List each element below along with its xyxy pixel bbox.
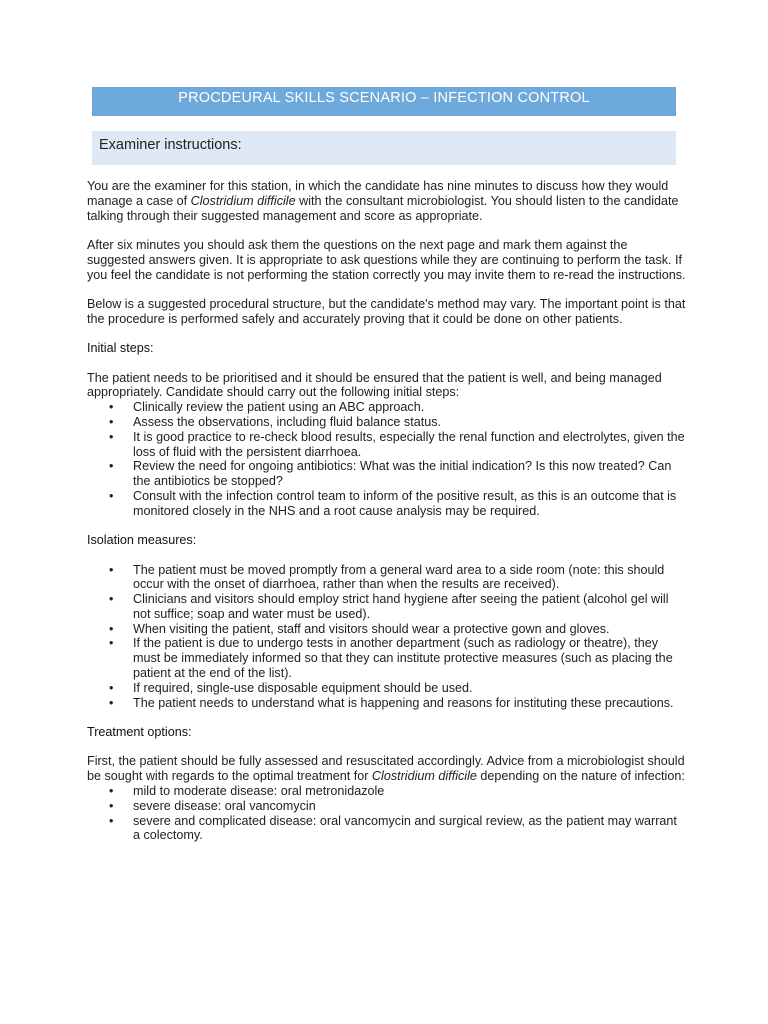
examiner-instructions-heading: Examiner instructions:: [99, 137, 242, 153]
organism-name: Clostridium difficile: [190, 193, 296, 208]
examiner-instructions-box: [92, 131, 676, 165]
initial-steps-heading: Initial steps:: [87, 341, 154, 356]
isolation-list: [87, 563, 687, 711]
list-item: • severe disease: oral vancomycin: [87, 799, 687, 814]
treatment-lead: [87, 754, 687, 784]
treatment-text: First, the patient should be fully assessed and resuscitated accordingly. Advice from a microbiologist should be sought with regards to the optimal treatment for: [87, 754, 685, 784]
page-title: PROCDEURAL SKILLS SCENARIO – INFECTION CONTROL: [92, 87, 676, 116]
list-item: • Review the need for ongoing antibiotics: What was the initial indication? Is this now treated? Can the antibiotics be stopped?: [87, 459, 687, 489]
organism-name: Clostridium difficile: [371, 769, 477, 784]
list-item: • If the patient is due to undergo tests in another department (such as radiology or theatre), they must be immediately informed so that they can institute protective measures (such as placing the patient at the end of the list).: [87, 636, 687, 680]
list-item: • The patient needs to understand what is happening and reasons for instituting these precautions.: [87, 696, 687, 711]
initial-steps-lead: The patient needs to be prioritised and it should be ensured that the patient is well, and being managed appropriately. Candidate should carry out the following initial steps:: [87, 370, 662, 400]
list-item: • The patient must be moved promptly from a general ward area to a side room (note: this should occur with the onset of diarrhoea, rather than when the results are received).: [87, 563, 687, 593]
intro-text: with the consultant microbiologist. You should listen to the candidate talking through their suggested management and score as appropriate.: [87, 193, 679, 223]
list-item: • Clinicians and visitors should employ strict hand hygiene after seeing the patient (alcohol gel will not suffice; soap and water must be used).: [87, 592, 687, 622]
list-item: • mild to moderate disease: oral metronidazole: [87, 784, 687, 799]
intro-paragraph-3: Below is a suggested procedural structure, but the candidate's method may vary. The important point is that the procedure is performed safely and accurately proving that it could be done on other patients.: [87, 296, 686, 326]
intro-paragraph-2: After six minutes you should ask them the questions on the next page and mark them against the suggested answers given. It is appropriate to ask questions while they are continuing to perform the task. If you feel the candidate is not performing the station correctly you may invite them to re-read the instructions.: [87, 237, 686, 282]
list-item: • severe and complicated disease: oral vancomycin and surgical review, as the patient may warrant a colectomy.: [87, 814, 687, 844]
isolation-heading: Isolation measures:: [87, 533, 197, 548]
document-body: [87, 179, 687, 858]
list-item: • Assess the observations, including fluid balance status.: [87, 415, 687, 430]
list-item: • Consult with the infection control team to inform of the positive result, as this is an outcome that is monitored closely in the NHS and a root cause analysis may be required.: [87, 489, 687, 519]
list-item: • If required, single-use disposable equipment should be used.: [87, 681, 687, 696]
list-item: • It is good practice to re-check blood results, especially the renal function and electrolytes, given the loss of fluid with the persistent diarrhoea.: [87, 430, 687, 460]
intro-paragraph-1: [87, 179, 687, 223]
treatment-list: [87, 784, 687, 843]
intro-text: You are the examiner for this station, in which the candidate has nine minutes to discuss how they would manage a case of: [87, 179, 669, 208]
treatment-heading: Treatment options:: [87, 725, 192, 740]
list-item: • Clinically review the patient using an ABC approach.: [87, 400, 687, 415]
initial-steps-list: [87, 400, 687, 518]
treatment-text: depending on the nature of infection:: [476, 769, 685, 784]
list-item: • When visiting the patient, staff and visitors should wear a protective gown and gloves.: [87, 622, 687, 637]
